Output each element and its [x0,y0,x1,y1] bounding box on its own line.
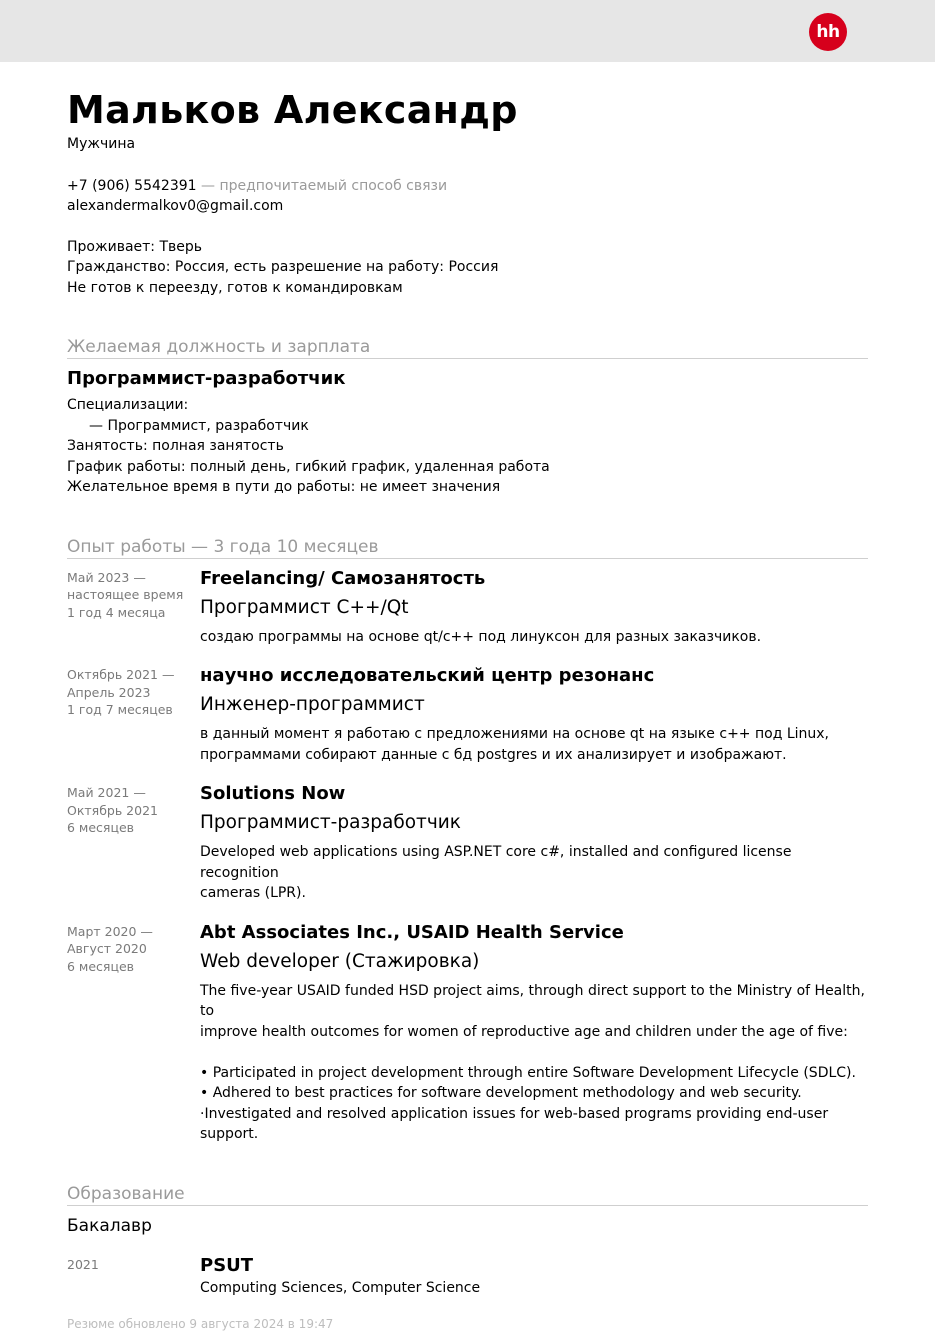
job-duration: 1 год 7 месяцев [67,702,173,717]
job-description: Developed web applications using ASP.NET core c#, installed and configured license recognition cameras (LPR). [200,844,792,901]
job-description: в данный момент я работаю с предложениями на основе qt на языке c++ под Linux, программами собирают данные с бд postgres и их анализирует и изображают. [200,726,829,763]
job-period-end: настоящее время [67,587,184,602]
job-period: Октябрь 2021 — [67,667,175,682]
citizenship: Гражданство: Россия, есть разрешение на работу: Россия [67,259,499,275]
job-dates [67,921,200,1145]
job-period-end: Октябрь 2021 [67,802,158,818]
resume-content [67,88,868,1332]
job-dates [67,782,200,904]
job-role: Программист-разработчик [200,812,461,833]
specialization-item: — Программист, разработчик [89,417,309,434]
gender: Мужчина [67,136,136,152]
job-dates [67,664,200,765]
resume-updated: Резюме обновлено 9 августа 2024 в 19:47 [67,1317,334,1331]
relocation: Не готов к переезду, готов к командировкам [67,279,403,296]
employment: Занятость: полная занятость [67,438,284,454]
job-period-end: Апрель 2023 [67,684,151,700]
job-body [200,664,868,765]
job-entry [67,782,868,904]
job-description: The five-year USAID funded HSD project aims, through direct support to the Ministry of Health, to improve health outcomes for women of reproductive age and children under the age of five: • Participated in project development through entire Software Development Lifecycle (SDLC). • Adhered to best practices for software development methodology and web security. ·Investigated and resolved application issues for web-based programs providing end-user support. [200,982,865,1142]
job-role: Инженер-программист [200,694,425,715]
job-company: Solutions Now [200,783,346,804]
job-company: Freelancing/ Самозанятость [200,567,486,589]
job-body [200,782,868,904]
education-body [200,1254,868,1299]
job-period: Май 2023 — [67,569,146,585]
job-body [200,567,868,648]
desired-section-title: Желаемая должность и зарплата [67,336,868,359]
education-institution: PSUT [200,1254,254,1276]
job-role: Программист C++/Qt [200,596,409,618]
hh-logo[interactable]: hh [809,13,847,51]
job-entry [67,567,868,648]
email-link[interactable]: alexandermalkov0@gmail.com [67,198,284,214]
specializations-label: Специализации: [67,397,189,413]
candidate-name: Мальков Александр [67,88,518,132]
job-dates [67,567,200,648]
phone-number[interactable]: +7 (906) 5542391 [67,177,197,194]
top-bar [0,0,935,62]
education-level: Бакалавр [67,1215,152,1236]
phone-row [67,176,868,197]
residence: Проживает: Тверь [67,238,203,255]
job-entry [67,664,868,765]
job-period: Май 2021 — [67,785,146,800]
education-entry [67,1254,868,1299]
schedule: График работы: полный день, гибкий график, удаленная работа [67,458,550,475]
job-role: Web developer (Стажировка) [200,950,480,972]
job-company: научно исследовательский центр резонанс [200,665,655,686]
job-duration: 6 месяцев [67,820,135,835]
job-company: Abt Associates Inc., USAID Health Service [200,921,624,943]
job-body [200,921,868,1145]
experience-section-title: Опыт работы — 3 года 10 месяцев [67,536,868,559]
education-faculty: Computing Sciences, Computer Science [200,1279,481,1296]
job-duration: 6 месяцев [67,958,135,974]
desired-position: Программист-разработчик [67,368,346,389]
job-description: создаю программы на основе qt/c++ под линуксон для разных заказчиков. [200,628,762,645]
commute: Желательное время в пути до работы: не имеет значения [67,479,501,495]
education-year: 2021 [67,1256,99,1272]
phone-note: — предпочитаемый способ связи [201,177,448,194]
education-section-title: Образование [67,1183,868,1206]
job-entry [67,921,868,1145]
job-period: Март 2020 — [67,923,153,939]
job-period-end: Август 2020 [67,941,147,956]
job-duration: 1 год 4 месяца [67,604,166,620]
